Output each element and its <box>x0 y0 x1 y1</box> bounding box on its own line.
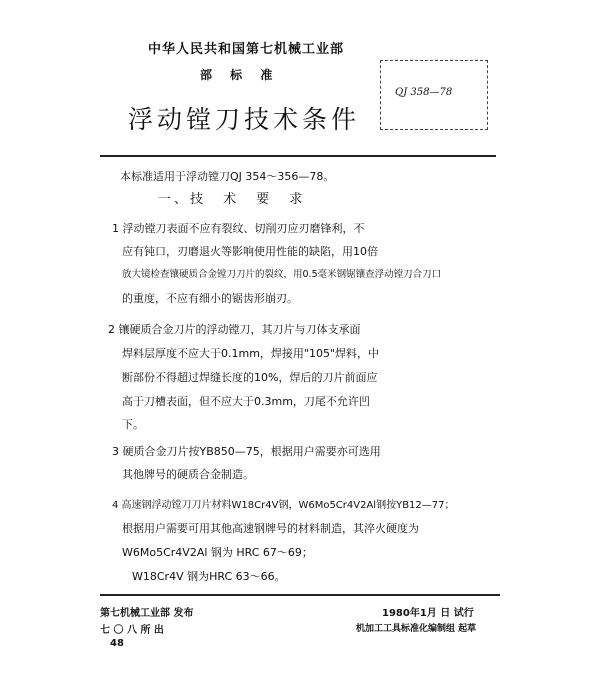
paragraph-4-line-2: 根据用户需要可用其他高速钢牌号的材料制造，其淬火硬度为 <box>122 522 419 535</box>
paragraph-1-line-3: 放大镜检查镶硬质合金镗刀刀片的裂纹，用0.5毫米钢锯镶查浮动镗刀合刀口 <box>122 269 442 280</box>
paragraph-1-line-2: 应有钝口，刃磨退火等影响使用性能的缺陷，用10倍 <box>122 245 378 258</box>
intro-text: 本标准适用于浮动镗刀QJ 354～356—78。 <box>120 170 335 183</box>
footer-trial-date: 1980年1月 日 试行 <box>382 608 474 619</box>
section-title: 一、技 术 要 求 <box>158 192 306 207</box>
standard-code-box <box>380 60 488 130</box>
header-rule <box>100 155 496 157</box>
paragraph-2-line-2: 焊料层厚度不应大于0.1mm，焊接用"105"焊料，中 <box>122 347 380 360</box>
paragraph-3-line-1: 3 硬质合金刀片按YB850—75，根据用户需要亦可选用 <box>112 445 381 458</box>
standard-type: 部 标 准 <box>200 68 273 82</box>
page-number: 48 <box>110 638 124 649</box>
footer-drafter: 机加工工具标准化编制组 起草 <box>356 624 477 634</box>
footer-rule <box>100 594 500 596</box>
paragraph-1-line-4: 的重度，不应有细小的锯齿形崩刃。 <box>122 292 298 305</box>
paragraph-2-line-1: 2 镶硬质合金刀片的浮动镗刀，其刀片与刀体支承面 <box>108 323 361 336</box>
standard-code: QJ 358—78 <box>395 87 453 98</box>
paragraph-4-line-1: 4 高速钢浮动镗刀刀片材料W18Cr4V钢，W6Mo5Cr4V2Al钢按YB12—77； <box>112 500 455 511</box>
paragraph-1-line-1: 1 浮动镗刀表面不应有裂纹、切削刃应刃磨锋利，不 <box>112 222 365 235</box>
paragraph-2-line-5: 下。 <box>122 418 144 431</box>
document-title: 浮动镗刀技术条件 <box>128 105 361 134</box>
footer-publisher: 七 〇 八 所 出 <box>100 625 164 636</box>
footer-issuer: 第七机械工业部 发布 <box>100 608 194 619</box>
paragraph-2-line-3: 断部份不得超过焊缝长度的10%，焊后的刀片前面应 <box>122 371 378 384</box>
paragraph-4-line-3: W6Mo5Cr4V2Al 钢为 HRC 67～69； <box>122 546 313 559</box>
issuing-organization: 中华人民共和国第七机械工业部 <box>148 42 345 57</box>
paragraph-3-line-2: 其他牌号的硬质合金制造。 <box>122 468 254 481</box>
paragraph-4-line-4: W18Cr4V 钢为HRC 63～66。 <box>132 570 286 583</box>
paragraph-2-line-4: 高于刀槽表面，但不应大于0.3mm，刀尾不允许凹 <box>122 395 370 408</box>
